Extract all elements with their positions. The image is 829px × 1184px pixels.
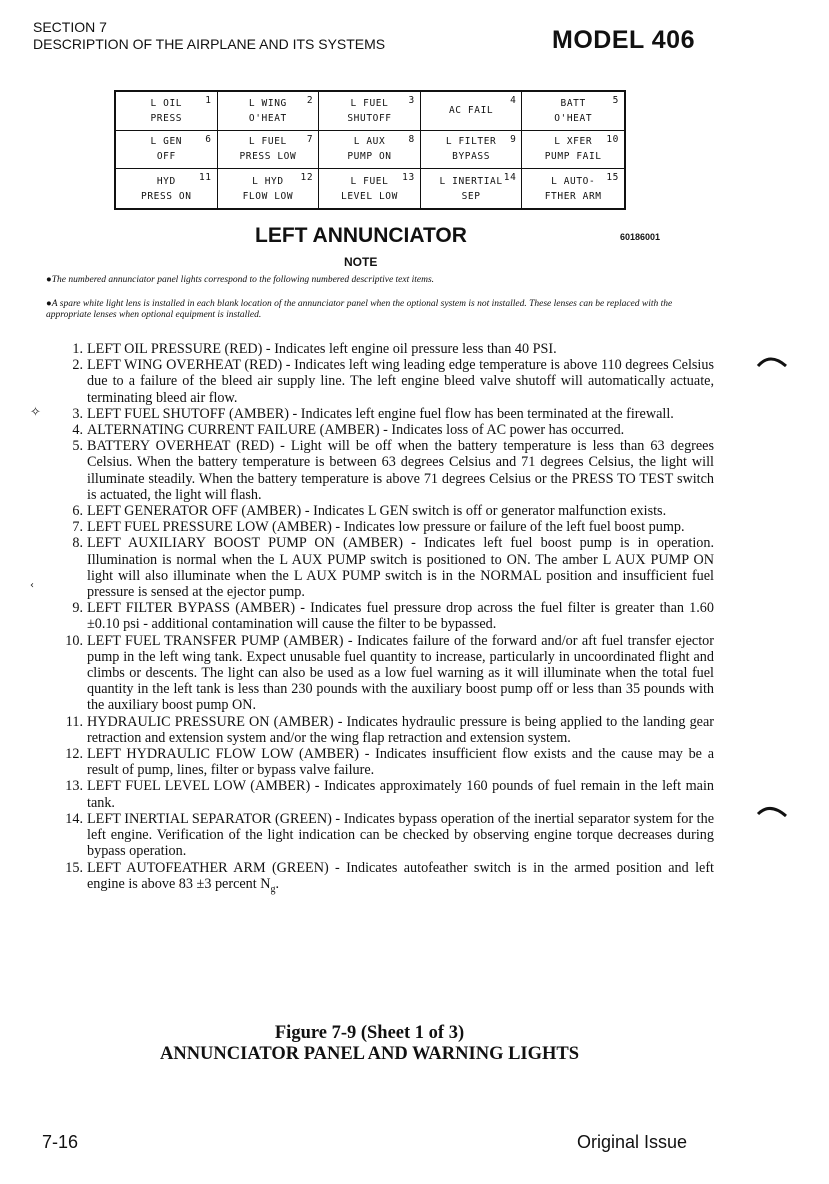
figure-title: ANNUNCIATOR PANEL AND WARNING LIGHTS	[159, 1044, 580, 1064]
list-item-body: LEFT FUEL SHUTOFF (AMBER) - Indicates left engine fuel flow has been terminated at the firewall.	[87, 405, 674, 422]
annunciator-light	[319, 131, 421, 170]
list-item	[46, 438, 714, 503]
annunciator-light-label: PUMP FAIL	[544, 151, 602, 163]
list-item-number: 13.	[65, 778, 83, 795]
annunciator-light-label: OFF	[156, 151, 176, 163]
annunciator-light-number: 3	[408, 95, 415, 106]
annunciator-light-label: FTHER ARM	[544, 190, 602, 202]
annunciator-light	[218, 92, 320, 131]
section-label: SECTION 7	[33, 19, 107, 35]
list-item-text	[87, 714, 714, 746]
note-heading: NOTE	[344, 255, 378, 269]
annunciator-light	[116, 169, 218, 208]
list-item-text	[87, 406, 714, 422]
annunciator-light-label: L FUEL	[350, 97, 389, 109]
annunciator-light-label: BATT	[560, 97, 586, 109]
list-item-body: LEFT HYDRAULIC FLOW LOW (AMBER) - Indicates insufficient flow exists and the cause may be a result of pump, lines, filter or bypass valve failure.	[87, 746, 714, 779]
list-item-body: LEFT AUTOFEATHER ARM (GREEN) - Indicates autofeather switch is in the armed position and left engine is above 83 ±3 percent N	[87, 859, 714, 892]
revision-mark	[756, 800, 790, 822]
list-item-number: 11.	[65, 713, 83, 730]
section-header	[33, 19, 385, 53]
list-item	[46, 633, 714, 714]
annunciator-light-number: 9	[510, 133, 517, 145]
list-item-body: LEFT INERTIAL SEPARATOR (GREEN) - Indicates bypass operation of the inertial separator system for the left engine. Verification of the light indication can be checked by observing engine torque decreases during bypass operation.	[87, 810, 714, 860]
list-item-number: 10.	[65, 632, 83, 649]
annunciator-light	[116, 131, 218, 170]
list-item-number: 3.	[72, 405, 83, 422]
annunciator-light	[218, 131, 320, 170]
annunciator-light	[522, 169, 624, 208]
panel-figure-code: 60186001	[620, 232, 661, 242]
list-item-body: LEFT OIL PRESSURE (RED) - Indicates left engine oil pressure less than 40 PSI.	[87, 341, 557, 357]
annunciator-light-number: 2	[306, 95, 314, 106]
list-item-body: LEFT WING OVERHEAT (RED) - Indicates left wing leading edge temperature is above 110 degrees Celsius due to a failure of the bleed air supply line. The left engine bleed valve shutoff will automatically actuate, terminating bleed air flow.	[87, 357, 714, 406]
list-item-body: HYDRAULIC PRESSURE ON (AMBER) - Indicates hydraulic pressure is being applied to the landing gear retraction and extension system and/or the wing flap retraction and extension system.	[87, 713, 714, 746]
annunciator-light-number: 8	[408, 133, 415, 145]
annunciator-light-number: 11	[198, 172, 212, 184]
list-item-number: 12.	[65, 746, 83, 763]
annunciator-light-label: PRESS LOW	[239, 151, 297, 163]
annunciator-light	[522, 92, 624, 131]
annunciator-light-label: BYPASS	[452, 151, 491, 163]
list-item-number: 2.	[72, 357, 83, 374]
annunciator-light-label: L XFER	[554, 136, 593, 148]
margin-mark: ‹	[30, 580, 34, 591]
annunciator-light-label: L FUEL	[248, 136, 287, 148]
annunciator-light-label: L FUEL	[350, 175, 389, 187]
list-item-number: 6.	[72, 503, 83, 520]
annunciator-light-number: 15	[606, 172, 619, 184]
annunciator-light-number: 5	[612, 95, 619, 106]
list-item	[46, 503, 714, 519]
panel-title: LEFT ANNUNCIATOR	[255, 224, 467, 247]
description-list	[46, 341, 714, 898]
annunciator-light-label: O'HEAT	[248, 112, 287, 124]
annunciator-light-label: L AUTO-	[551, 175, 596, 187]
annunciator-light	[319, 92, 421, 131]
annunciator-light-label: SEP	[461, 190, 481, 202]
list-item-text	[87, 633, 714, 714]
annunciator-light	[421, 131, 523, 170]
list-item	[46, 811, 714, 860]
margin-mark: ✧	[30, 405, 41, 420]
list-item	[46, 422, 714, 438]
list-item-number: 15.	[65, 859, 83, 876]
list-item-text	[87, 519, 714, 535]
list-item-text	[87, 600, 714, 632]
annunciator-light-label: L FILTER	[445, 136, 497, 148]
list-item-body: LEFT FUEL LEVEL LOW (AMBER) - Indicates approximately 160 pounds of fuel remain in the left main tank.	[87, 778, 714, 811]
model-title: MODEL 406	[552, 26, 695, 54]
annunciator-light-label: FLOW LOW	[242, 190, 294, 202]
annunciator-light-number: 7	[306, 133, 314, 145]
list-item-body: LEFT FUEL TRANSFER PUMP (AMBER) - Indicates failure of the forward and/or aft fuel transfer ejector pump in the left wing tank. Expect unusable fuel quantity to increase, particularly in uncoordinated flight and climbs or descents. The light can also be used as a low fuel warning as it will illuminate when the total fuel quantity in the left tank is less than 230 pounds with the auxiliary boost pump off or less than 35 pounds with the auxiliary boost pump ON.	[87, 632, 714, 714]
figure-number: Figure 7-9 (Sheet 1 of 3)	[274, 1023, 465, 1043]
list-item-text	[87, 357, 714, 406]
annunciator-panel	[114, 90, 626, 210]
list-item	[46, 778, 714, 810]
annunciator-light-label: L OIL	[150, 97, 183, 109]
list-item	[46, 406, 714, 422]
revision-mark	[756, 352, 790, 374]
list-item-text	[87, 778, 714, 810]
annunciator-light	[421, 169, 523, 208]
annunciator-light-number: 4	[510, 95, 517, 106]
annunciator-light-label: L AUX	[353, 136, 386, 148]
list-item-subscript: g	[270, 883, 276, 895]
list-item	[46, 860, 714, 898]
list-item-body: LEFT FUEL PRESSURE LOW (AMBER) - Indicates low pressure or failure of the left fuel boost pump.	[87, 519, 685, 536]
annunciator-light	[218, 169, 320, 208]
list-item-number: 5.	[72, 438, 83, 455]
list-item-number: 9.	[72, 600, 83, 617]
annunciator-light-number: 1	[205, 95, 212, 106]
list-item	[46, 746, 714, 778]
list-item-tail: .	[275, 875, 280, 892]
issue-label: Original Issue	[577, 1132, 688, 1152]
annunciator-light-label: PRESS ON	[141, 190, 192, 202]
annunciator-light-label: PRESS	[150, 112, 183, 124]
list-item-body: LEFT FILTER BYPASS (AMBER) - Indicates fuel pressure drop across the fuel filter is greater than 1.60 ±0.10 psi - additional contamination will cause the filter to be bypassed.	[87, 600, 714, 633]
list-item-body: LEFT GENERATOR OFF (AMBER) - Indicates L GEN switch is off or generator malfunction exists.	[87, 503, 667, 520]
annunciator-light	[319, 169, 421, 208]
annunciator-light-label: AC FAIL	[448, 105, 494, 117]
list-item	[46, 357, 714, 406]
list-item-body: ALTERNATING CURRENT FAILURE (AMBER) - Indicates loss of AC power has occurred.	[87, 422, 625, 439]
annunciator-light-label: HYD	[156, 175, 176, 187]
list-item-number: 7.	[72, 519, 83, 536]
section-description: DESCRIPTION OF THE AIRPLANE AND ITS SYSTEMS	[33, 36, 386, 52]
list-item	[46, 714, 714, 746]
annunciator-light-label: LEVEL LOW	[341, 190, 398, 202]
annunciator-light	[522, 131, 624, 170]
annunciator-light-number: 13	[402, 172, 415, 184]
annunciator-light-number: 6	[205, 133, 212, 145]
list-item-text	[87, 535, 714, 600]
note-item: ●A spare white light lens is installed in each blank location of the annunciator panel when the optional system is not installed. These lenses can be replaced with the appropriate lenses when optional equipment is installed.	[46, 299, 673, 320]
list-item-number: 4.	[72, 422, 83, 439]
list-item-text	[87, 860, 714, 898]
list-item	[46, 535, 714, 600]
annunciator-light-label: PUMP ON	[347, 151, 392, 163]
list-item-text	[87, 746, 714, 778]
annunciator-light-label: O'HEAT	[554, 112, 593, 124]
list-item	[46, 519, 714, 535]
list-item-text	[87, 422, 714, 438]
list-item-number: 1.	[72, 341, 83, 357]
annunciator-light	[116, 92, 218, 131]
page-number: 7-16	[42, 1132, 79, 1152]
list-item-text	[87, 341, 714, 357]
list-item-number: 8.	[72, 535, 83, 552]
list-item-body: BATTERY OVERHEAT (RED) - Light will be off when the battery temperature is less than 63 degrees Celsius. When the battery temperature is between 63 degrees Celsius and 71 degrees Celsius, the light will illuminate steadily. When the battery temperature is above 71 degrees Celsius or the PRESS TO TEST switch is actuated, the light will flash.	[87, 438, 714, 503]
annunciator-light-number: 14	[503, 172, 517, 184]
list-item-text	[87, 438, 714, 503]
note-item: ●The numbered annunciator panel lights correspond to the following numbered descriptive text items.	[46, 275, 435, 285]
annunciator-light-number: 10	[606, 133, 619, 145]
annunciator-light	[421, 92, 523, 131]
list-item-text	[87, 503, 714, 519]
annunciator-light-label: L GEN	[150, 136, 183, 148]
annunciator-light-label: SHUTOFF	[347, 112, 392, 124]
list-item	[46, 600, 714, 632]
annunciator-light-label: L HYD	[252, 175, 284, 187]
annunciator-light-label: L INERTIAL	[439, 175, 503, 187]
list-item-text	[87, 811, 714, 860]
list-item	[46, 341, 714, 357]
annunciator-light-label: L WING	[248, 97, 287, 109]
annunciator-light-number: 12	[300, 172, 314, 184]
figure-caption	[0, 1023, 739, 1065]
list-item-body: LEFT AUXILIARY BOOST PUMP ON (AMBER) - Indicates left fuel boost pump is in operation. Illumination is normal when the L AUX PUMP switch is positioned to ON. The amber L AUX PUMP ON light will also illuminate when the L AUX PUMP switch is in the NORMAL position and insufficient fuel pressure is sensed at the ejector pump.	[87, 535, 714, 601]
list-item-number: 14.	[65, 810, 83, 827]
